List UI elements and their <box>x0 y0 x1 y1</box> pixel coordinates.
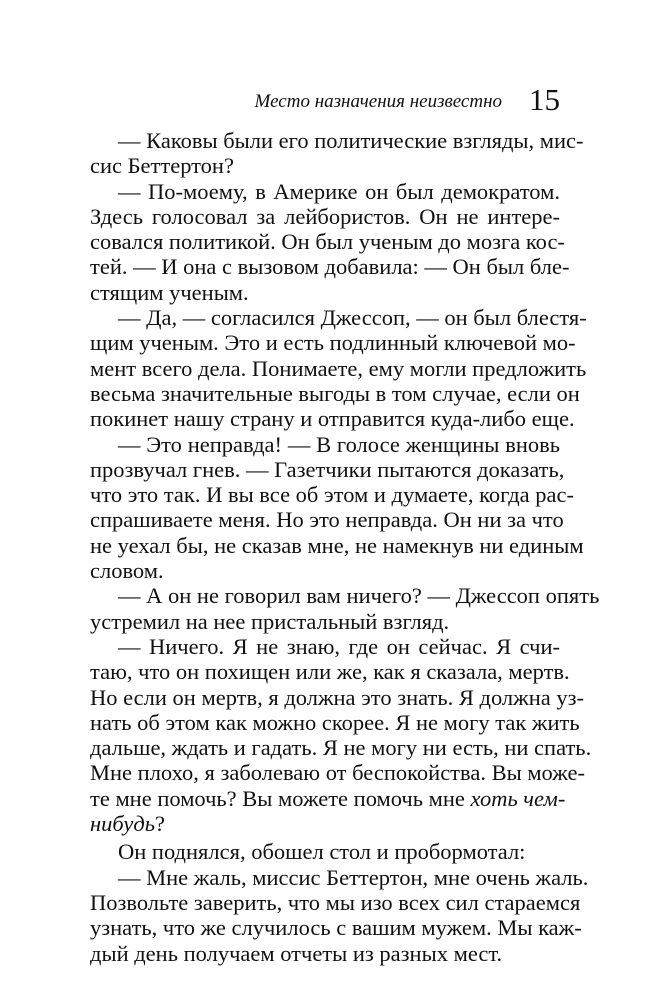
text-line: дальше, ждать и гадать. Я не могу ни есть, ни спать. <box>90 735 592 761</box>
text-run: те мне помочь? Вы можете помочь мне <box>90 785 471 811</box>
text-line: — По-моему, в Америке он был демократом. <box>118 178 560 204</box>
text-line: — Каковы были его политические взгляды, мис- <box>118 128 584 153</box>
text-line: Здесь голосовал за лейбористов. Он не интере- <box>90 203 560 229</box>
text-line: щим ученым. Это и есть подлинный ключевой мо- <box>90 330 576 356</box>
text-line: совался политикой. Он был ученым до мозга кос- <box>90 229 565 255</box>
text-line: Позвольте заверить, что мы изо всех сил стараемся <box>90 889 581 915</box>
text-line: устремил на нее пристальный взгляд. <box>90 608 450 634</box>
text-line: Мне плохо, я заболеваю от беспокойства. Вы може- <box>90 760 585 786</box>
page-header <box>90 82 560 122</box>
text-line: словом. <box>90 558 164 584</box>
body-text <box>90 128 600 966</box>
italic-text: хоть чем- <box>470 785 566 811</box>
text-line: сис Беттертон? <box>90 153 234 179</box>
text-line: — А он не говорил вам ничего? — Джессоп опять <box>118 583 600 609</box>
running-title: Место назначения неизвестно <box>254 91 502 112</box>
text-run: ? <box>154 811 165 837</box>
text-line: тей. — И она с вызовом добавила: — Он был бле- <box>90 254 570 280</box>
text-line: стящим ученым. <box>90 279 249 305</box>
text-line: — Ничего. Я не знаю, где он сейчас. Я счи- <box>118 633 560 659</box>
text-line: — Это неправда! — В голосе женщины вновь <box>118 431 560 457</box>
text-line: спрашиваете меня. Но это неправда. Он ни за что <box>90 507 564 533</box>
text-line: покинет нашу страну и отправится куда-либо еще. <box>90 406 575 432</box>
text-line <box>90 785 566 811</box>
text-line: — Мне жаль, миссис Беттертон, мне очень жаль. <box>118 864 589 890</box>
text-line: весьма значительные выгоды в том случае, если он <box>90 380 580 406</box>
text-line: узнать, что же случилось с вашим мужем. Мы каж- <box>90 915 582 941</box>
text-line: не уехал бы, не сказав мне, не намекнув ни единым <box>90 532 584 558</box>
text-line: Он поднялся, обошел стол и пробормотал: <box>118 839 526 865</box>
text-line: прозвучал гнев. — Газетчики пытаются доказать, <box>90 456 565 482</box>
text-line: дый день получаем отчеты из разных мест. <box>90 940 503 966</box>
italic-text: нибудь <box>90 811 155 837</box>
text-line: таю, что он похищен или же, как я сказала, мертв. <box>90 659 570 685</box>
text-line <box>90 811 560 836</box>
text-line: — Да, — согласился Джессоп, — он был блестя- <box>118 305 587 331</box>
text-line: нать об этом как можно скорее. Я не могу так жить <box>90 709 580 735</box>
text-line: Но если он мертв, я должна это знать. Я должна уз- <box>90 684 584 710</box>
text-line: что это так. И вы все об этом и думаете, когда рас- <box>90 482 574 508</box>
page-number: 15 <box>529 82 560 117</box>
text-line: мент всего дела. Понимаете, ему могли предложить <box>90 355 587 381</box>
